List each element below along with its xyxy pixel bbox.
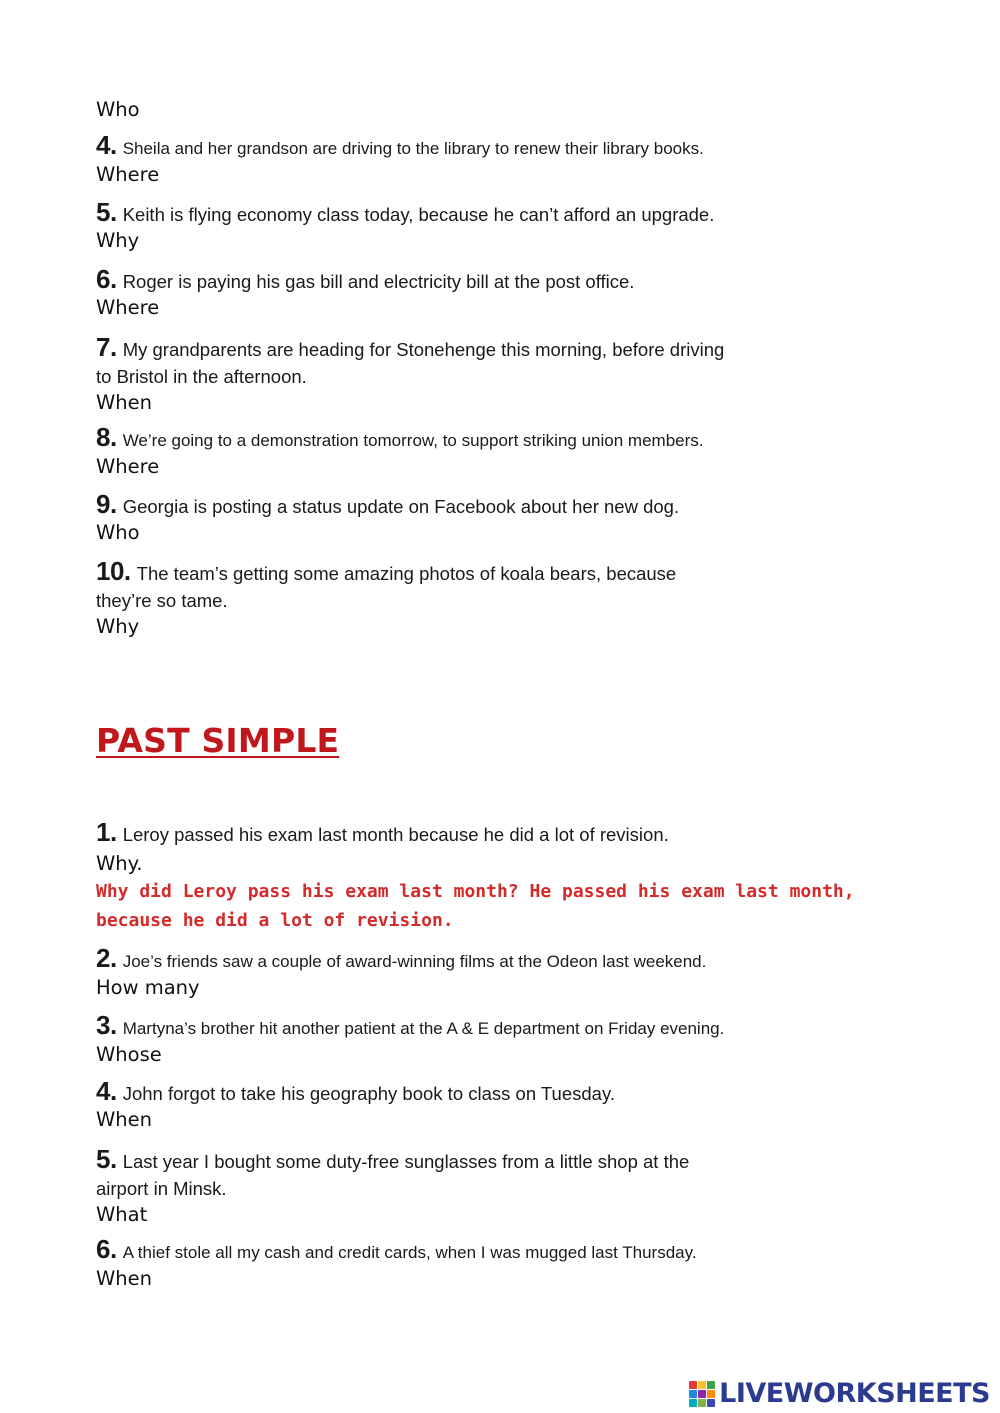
logo-text: LIVEWORKSHEETS bbox=[719, 1378, 990, 1409]
question-cue: What bbox=[96, 1203, 148, 1226]
liveworksheets-logo bbox=[689, 1378, 990, 1409]
logo-square bbox=[689, 1381, 697, 1389]
item-number: 1. bbox=[96, 817, 117, 847]
item-number: 10. bbox=[96, 556, 131, 586]
item-number: 6. bbox=[96, 264, 117, 294]
question-cue: Why. bbox=[96, 852, 143, 875]
past-item-6 bbox=[96, 1236, 697, 1292]
question-cue: When bbox=[96, 391, 152, 414]
exercise-item-6 bbox=[96, 266, 634, 321]
item-number: 3. bbox=[96, 1010, 117, 1040]
example-answer-line: because he did a lot of revision. bbox=[96, 910, 454, 931]
item-number: 5. bbox=[96, 1144, 117, 1174]
item-sentence: Keith is flying economy class today, because he can’t afford an upgrade. bbox=[122, 204, 715, 225]
item-number: 7. bbox=[96, 332, 117, 362]
item-sentence: The team’s getting some amazing photos of koala bears, because bbox=[136, 563, 677, 584]
exercise-item-10 bbox=[96, 558, 676, 640]
question-cue: How many bbox=[96, 976, 200, 999]
logo-square bbox=[707, 1381, 715, 1389]
item-sentence: Sheila and her grandson are driving to the library to renew their library books. bbox=[122, 139, 704, 158]
logo-square bbox=[689, 1399, 697, 1407]
past-item-3 bbox=[96, 1012, 724, 1068]
item-number: 2. bbox=[96, 943, 117, 973]
item-number: 6. bbox=[96, 1234, 117, 1264]
exercise-item-7 bbox=[96, 334, 724, 416]
item-number: 8. bbox=[96, 422, 117, 452]
logo-square bbox=[698, 1399, 706, 1407]
past-item-2 bbox=[96, 945, 706, 1001]
question-cue: Where bbox=[96, 163, 160, 186]
logo-square bbox=[698, 1381, 706, 1389]
item-sentence: My grandparents are heading for Stonehenge this morning, before driving bbox=[122, 339, 725, 360]
item-number: 9. bbox=[96, 489, 117, 519]
item-sentence: Last year I bought some duty-free sunglasses from a little shop at the bbox=[122, 1151, 690, 1172]
item-sentence: Leroy passed his exam last month because he did a lot of revision. bbox=[122, 824, 669, 845]
item-number: 4. bbox=[96, 1076, 117, 1106]
past-item-1 bbox=[96, 819, 855, 935]
question-cue: Why bbox=[96, 229, 140, 252]
item-sentence: Roger is paying his gas bill and electricity bill at the post office. bbox=[122, 271, 635, 292]
liveworksheets-grid-icon bbox=[689, 1381, 715, 1407]
item-sentence: Martyna’s brother hit another patient at the A & E department on Friday evening. bbox=[122, 1019, 725, 1038]
exercise-item-9 bbox=[96, 491, 679, 546]
section-heading-past-simple: PAST SIMPLE bbox=[96, 721, 340, 760]
item-sentence: Georgia is posting a status update on Facebook about her new dog. bbox=[122, 496, 680, 517]
item-sentence: We’re going to a demonstration tomorrow, to support striking union members. bbox=[122, 431, 704, 450]
logo-square bbox=[707, 1399, 715, 1407]
question-cue: Where bbox=[96, 296, 160, 319]
question-cue: Who bbox=[96, 521, 140, 544]
logo-square bbox=[698, 1390, 706, 1398]
item-sentence: Joe’s friends saw a couple of award-winning films at the Odeon last weekend. bbox=[122, 952, 707, 971]
question-cue: Why bbox=[96, 615, 140, 638]
item-sentence-continued: to Bristol in the afternoon. bbox=[96, 366, 307, 387]
item-sentence-continued: they’re so tame. bbox=[96, 590, 228, 611]
question-cue: When bbox=[96, 1267, 152, 1290]
item-sentence-continued: airport in Minsk. bbox=[96, 1178, 227, 1199]
question-cue-who: Who bbox=[96, 98, 140, 121]
past-item-5 bbox=[96, 1146, 689, 1228]
item-number: 4. bbox=[96, 130, 117, 160]
question-cue: Whose bbox=[96, 1043, 162, 1066]
item-sentence: A thief stole all my cash and credit cards, when I was mugged last Thursday. bbox=[122, 1243, 697, 1262]
item-number: 5. bbox=[96, 197, 117, 227]
example-answer-line: Why did Leroy pass his exam last month? He passed his exam last month, bbox=[96, 881, 855, 902]
logo-square bbox=[707, 1390, 715, 1398]
item-sentence: John forgot to take his geography book to class on Tuesday. bbox=[122, 1083, 615, 1104]
exercise-item-5 bbox=[96, 199, 714, 254]
question-cue: When bbox=[96, 1108, 152, 1131]
exercise-item-4 bbox=[96, 132, 704, 188]
past-item-4 bbox=[96, 1078, 615, 1133]
exercise-item-8 bbox=[96, 424, 704, 480]
logo-square bbox=[689, 1390, 697, 1398]
question-cue: Where bbox=[96, 455, 160, 478]
